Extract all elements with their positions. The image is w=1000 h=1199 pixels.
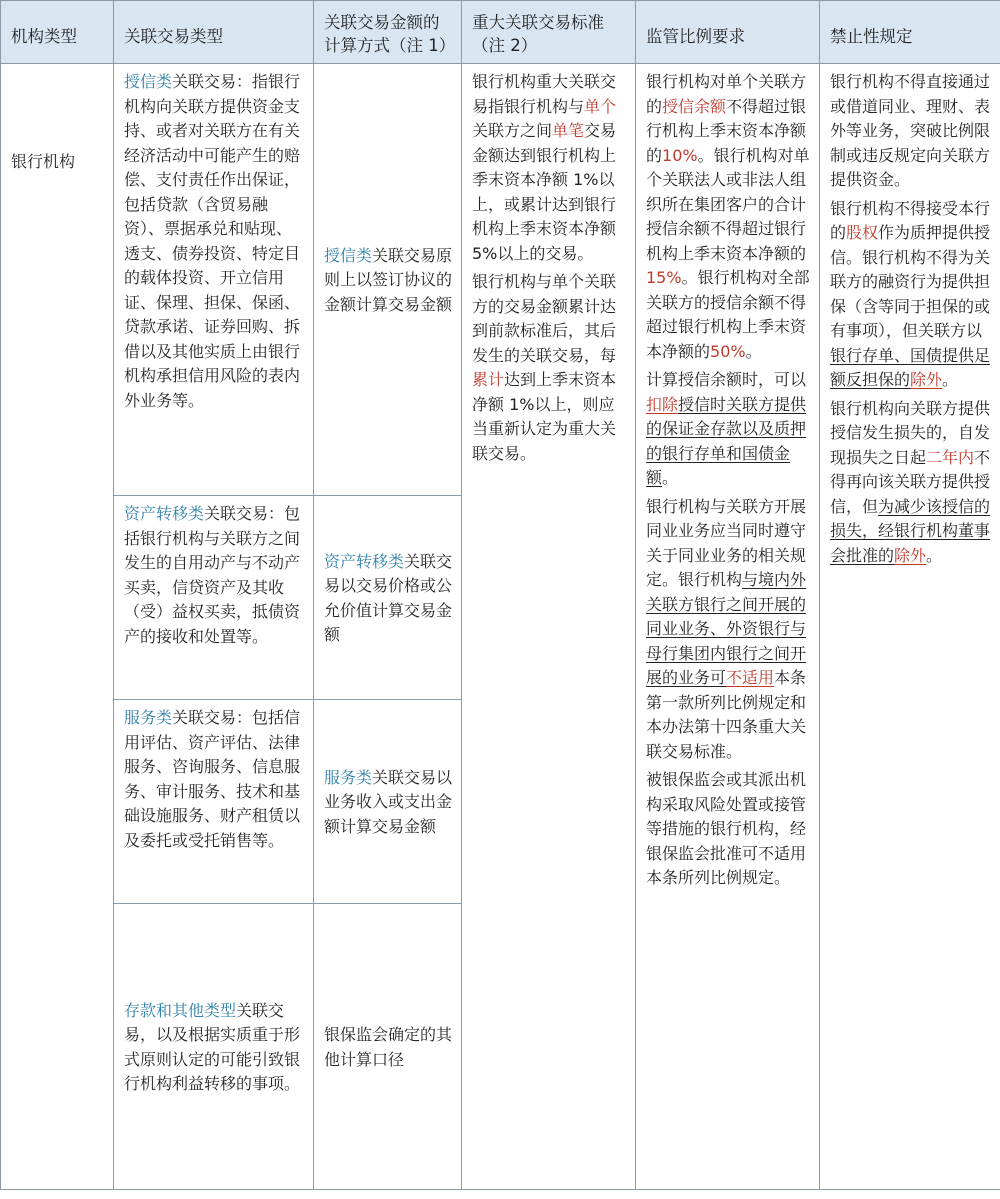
ratio-requirement-cell bbox=[636, 64, 820, 1190]
prohibit-para-1: 银行机构不得直接通过或借道同业、理财、表外等业务，突破比例限制或违反规定向关联方提供资金。 bbox=[830, 72, 991, 189]
ratio-para-3: 银行机构与关联方开展同业业务应当同时遵守关于同业业务的相关规定。银行机构与境内外关联方银行之间开展的同业业务、外资银行与母行集团内银行之间开展的业务可不适用本条第一款所列比例规定和本办法第十四条重大关联交易标准。 bbox=[646, 496, 807, 761]
header-ratio-requirement: 监管比例要求 bbox=[636, 1, 820, 64]
service-calc-highlight: 服务类 bbox=[324, 767, 373, 787]
asset-calc-cell bbox=[314, 496, 462, 700]
deposit-type-cell bbox=[114, 904, 314, 1190]
prohibition-cell bbox=[820, 64, 1000, 1190]
institution-cell: 银行机构 bbox=[1, 64, 114, 1190]
deposit-type-text: 关联交易，以及根据实质重于形式原则认定的可能引致银行机构利益转移的事项。 bbox=[124, 1000, 301, 1093]
asset-calc-text: 关联交易以交易价格或公允价值计算交易金额 bbox=[324, 551, 453, 644]
service-type-highlight: 服务类 bbox=[124, 708, 173, 727]
header-institution-type: 机构类型 bbox=[1, 1, 114, 64]
header-calc-method: 关联交易金额的计算方式（注 1） bbox=[314, 1, 462, 64]
prohibit-para-3: 银行机构向关联方提供授信发生损失的，自发现损失之日起二年内不得再向该关联方提供授信，但为减少该授信的损失，经银行机构董事会批准的除外。 bbox=[830, 398, 991, 565]
asset-type-highlight: 资产转移类 bbox=[124, 504, 205, 523]
ratio-para-4: 被银保监会或其派出机构采取风险处置或接管等措施的银行机构，经银保监会批准可不适用本条所列比例规定。 bbox=[646, 770, 807, 887]
service-calc-text: 关联交易以业务收入或支出金额计算交易金额 bbox=[324, 767, 453, 836]
credit-type-highlight: 授信类 bbox=[124, 72, 173, 91]
header-prohibition: 禁止性规定 bbox=[820, 1, 1000, 64]
ratio-para-2: 计算授信余额时，可以扣除授信时关联方提供的保证金存款以及质押的银行存单和国债金额。 bbox=[646, 370, 807, 487]
credit-calc-text: 关联交易原则上以签订协议的金额计算交易金额 bbox=[324, 245, 453, 314]
prohibit-para-2: 银行机构不得接受本行的股权作为质押提供授信。银行机构不得为关联方的融资行为提供担保（含等同于担保的或有事项），但关联方以银行存单、国债提供足额反担保的除外。 bbox=[830, 198, 991, 389]
service-type-cell bbox=[114, 700, 314, 904]
table-row-credit bbox=[1, 64, 1000, 496]
deposit-calc-cell: 银保监会确定的其他计算口径 bbox=[314, 904, 462, 1190]
asset-type-cell bbox=[114, 496, 314, 700]
ratio-para-1: 银行机构对单个关联方的授信余额不得超过银行机构上季末资本净额的10%。银行机构对单个关联法人或非法人组织所在集团客户的合计授信余额不得超过银行机构上季末资本净额的15%。银行机构对全部关联方的授信余额不得超过银行机构上季末资本净额的50%。 bbox=[646, 72, 810, 361]
major-para-1: 银行机构重大关联交易指银行机构与单个关联方之间单笔交易金额达到银行机构上季末资本净额 1%以上，或累计达到银行机构上季末资本净额 5%以上的交易。 bbox=[472, 72, 617, 263]
credit-type-cell bbox=[114, 64, 314, 496]
credit-calc-highlight: 授信类 bbox=[324, 245, 373, 265]
deposit-type-highlight: 存款和其他类型 bbox=[124, 1000, 237, 1020]
major-standard-cell bbox=[462, 64, 636, 1190]
header-major-standard: 重大关联交易标准（注 2） bbox=[462, 1, 636, 64]
header-transaction-type: 关联交易类型 bbox=[114, 1, 314, 64]
credit-type-text: 关联交易：指银行机构向关联方提供资金支持、或者对关联方在有关经济活动中可能产生的赔偿、支付责任作出保证，包括贷款（含贸易融资）、票据承兑和贴现、透支、债券投资、特定目的载体投资、开立信用证、保理、担保、保函、贷款承诺、证券回购、拆借以及其他实质上由银行机构承担信用风险的表内外业务等。 bbox=[124, 72, 301, 410]
header-row bbox=[1, 1, 1000, 64]
credit-calc-cell bbox=[314, 64, 462, 496]
asset-type-text: 关联交易：包括银行机构与关联方之间发生的自用动产与不动产买卖，信贷资产及其收（受）益权买卖，抵债资产的接收和处置等。 bbox=[124, 504, 301, 646]
service-calc-cell bbox=[314, 700, 462, 904]
service-type-text: 关联交易：包括信用评估、资产评估、法律服务、咨询服务、信息服务、审计服务、技术和基础设施服务、财产租赁以及委托或受托销售等。 bbox=[124, 708, 301, 850]
asset-calc-highlight: 资产转移类 bbox=[324, 551, 405, 571]
major-para-2: 银行机构与单个关联方的交易金额累计达到前款标准后，其后发生的关联交易，每累计达到上季末资本净额 1%以上，则应当重新认定为重大关联交易。 bbox=[472, 272, 617, 463]
